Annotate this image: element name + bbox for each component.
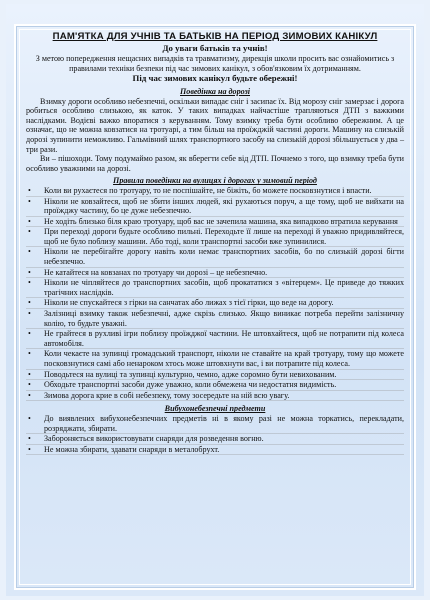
list-item: • Не катайтеся на ковзанах по тротуару чи дорозі – це небезпечно. (26, 268, 404, 279)
list-item: • Не можна збирати, здавати снаряди в металобрухт. (26, 445, 404, 456)
page-title: ПАМ'ЯТКА ДЛЯ УЧНІВ ТА БАТЬКІВ НА ПЕРІОД ЗИМОВИХ КАНІКУЛ (52, 31, 378, 42)
list-item: • Залізниці взимку також небезпечні, адже скрізь слизько. Якщо виникає потреба перейти залізничну колію, то будьте уважні. (26, 309, 404, 329)
section-title-streets: Правила поведінки на вулицях і дорогах у зимовий період (113, 176, 317, 186)
intro-text: З метою попередження нещасних випадків та травматизму, дирекція школи просить вас ознайомитись з правилами техніки безпеки під час зимових канікул, з обов'язковим їх дотриманням. (35, 54, 395, 73)
section-title-road: Поведінка на дорозі (180, 86, 250, 96)
list-item: • Ніколи не ковзайтеся, щоб не збити інших людей, які рухаються поруч, а ще тому, щоб не вийхати на проїжджу частину, бо це дуже небезпечно. (26, 197, 404, 217)
road-paragraph: Ви – пішоходи. Тому подумаймо разом, як вберегти себе від ДТП. Почнемо з того, що взимку треба бути особливо уважними на дорозі. (26, 154, 404, 173)
list-item: • Поводьтеся на вулиці та зупинці культурно, чемно, адже соромно бути невихованим. (26, 370, 404, 381)
list-item: • Зимова дорога крие в собі небезпеку, тому зосередьте на ній всю увагу. (26, 391, 404, 402)
list-item: • Не ходіть близько біля краю тротуару, щоб вас не зачепила машина, яка випадково втратила керування (26, 217, 404, 228)
poster-content (26, 32, 404, 455)
road-paragraph: Взимку дороги особливо небезпечні, оскільки випадає сніг і засипає їх. Від морозу сніг замерзає і дорога робиться особливо слизькою, як каток. У таких випадках найчастіше трапляються ДТП з важкими наслідками. Водієві важко впоратися з керуванням. Тому взимку треба бути особливо обережним. А це означає, що не можна ковзатися на тротуарі, а тим більш на проїжджій частині дороги. Машину на слизькій дорозі зупинити неможливо. Гальмівний шлях транспортного засобу на слизькій дорозі збільшується у два – три рази. (26, 96, 404, 154)
list-item: • Ніколи не спускайтеся з гірки на санчатах або лижах з тієї гірки, що веде на дорогу. (26, 298, 404, 309)
poster (6, 4, 424, 596)
list-item: • До виявлених вибухонебезпечних предметів ні в якому разі не можна торкатись, перекладати, розряджати, збирати. (26, 414, 404, 434)
streets-rules-list (26, 186, 404, 401)
list-item: • При переході дороги будьте особливо пильні. Переходьте її лише на переході й уважно придивляйтеся, щоб не було поблизу машини. Або тоді, коли транспортні засоби вже зупинилися. (26, 227, 404, 247)
greeting: До уваги батьків та учнів! (162, 42, 268, 53)
list-item: • Коли ви рухаєтеся по тротуару, то не поспішайте, не біжіть, бо можете посковзнутися і впасти. (26, 186, 404, 197)
list-item: • Не грайтеся в рухливі ігри поблизу проїжджої частини. Не штовхайтеся, щоб не потрапити під колеса автомобіля. (26, 329, 404, 349)
list-item: • Ніколи не перебігайте дорогу навіть коли немає транспортних засобів, бо по слизькій дорозі бігти небезпечно. (26, 247, 404, 267)
list-item: • Коли чекаєте на зупинці громадський транспорт, ніколи не ставайте на край тротуару, тому що можете посковзнутися самі або ненароком хтось може штовхнути вас, і ви потрапите під колеса. (26, 349, 404, 369)
explosives-rules-list (26, 414, 404, 455)
list-item: • Забороняється використовувати снаряди для розведення вогню. (26, 434, 404, 445)
warning-text: Під час зимових канікул будьте обережні! (132, 73, 298, 84)
list-item: • Ніколи не чіпляйтеся до транспортних засобів, щоб прокататися з «вітерцем». Це приведе до тяжких трагічних наслідків. (26, 278, 404, 298)
section-title-explosives: Вибухонебезпечні предмети (164, 404, 266, 414)
list-item: • Обходьте транспортні засоби дуже уважно, коли обмежена чи недостатня видимість. (26, 380, 404, 391)
